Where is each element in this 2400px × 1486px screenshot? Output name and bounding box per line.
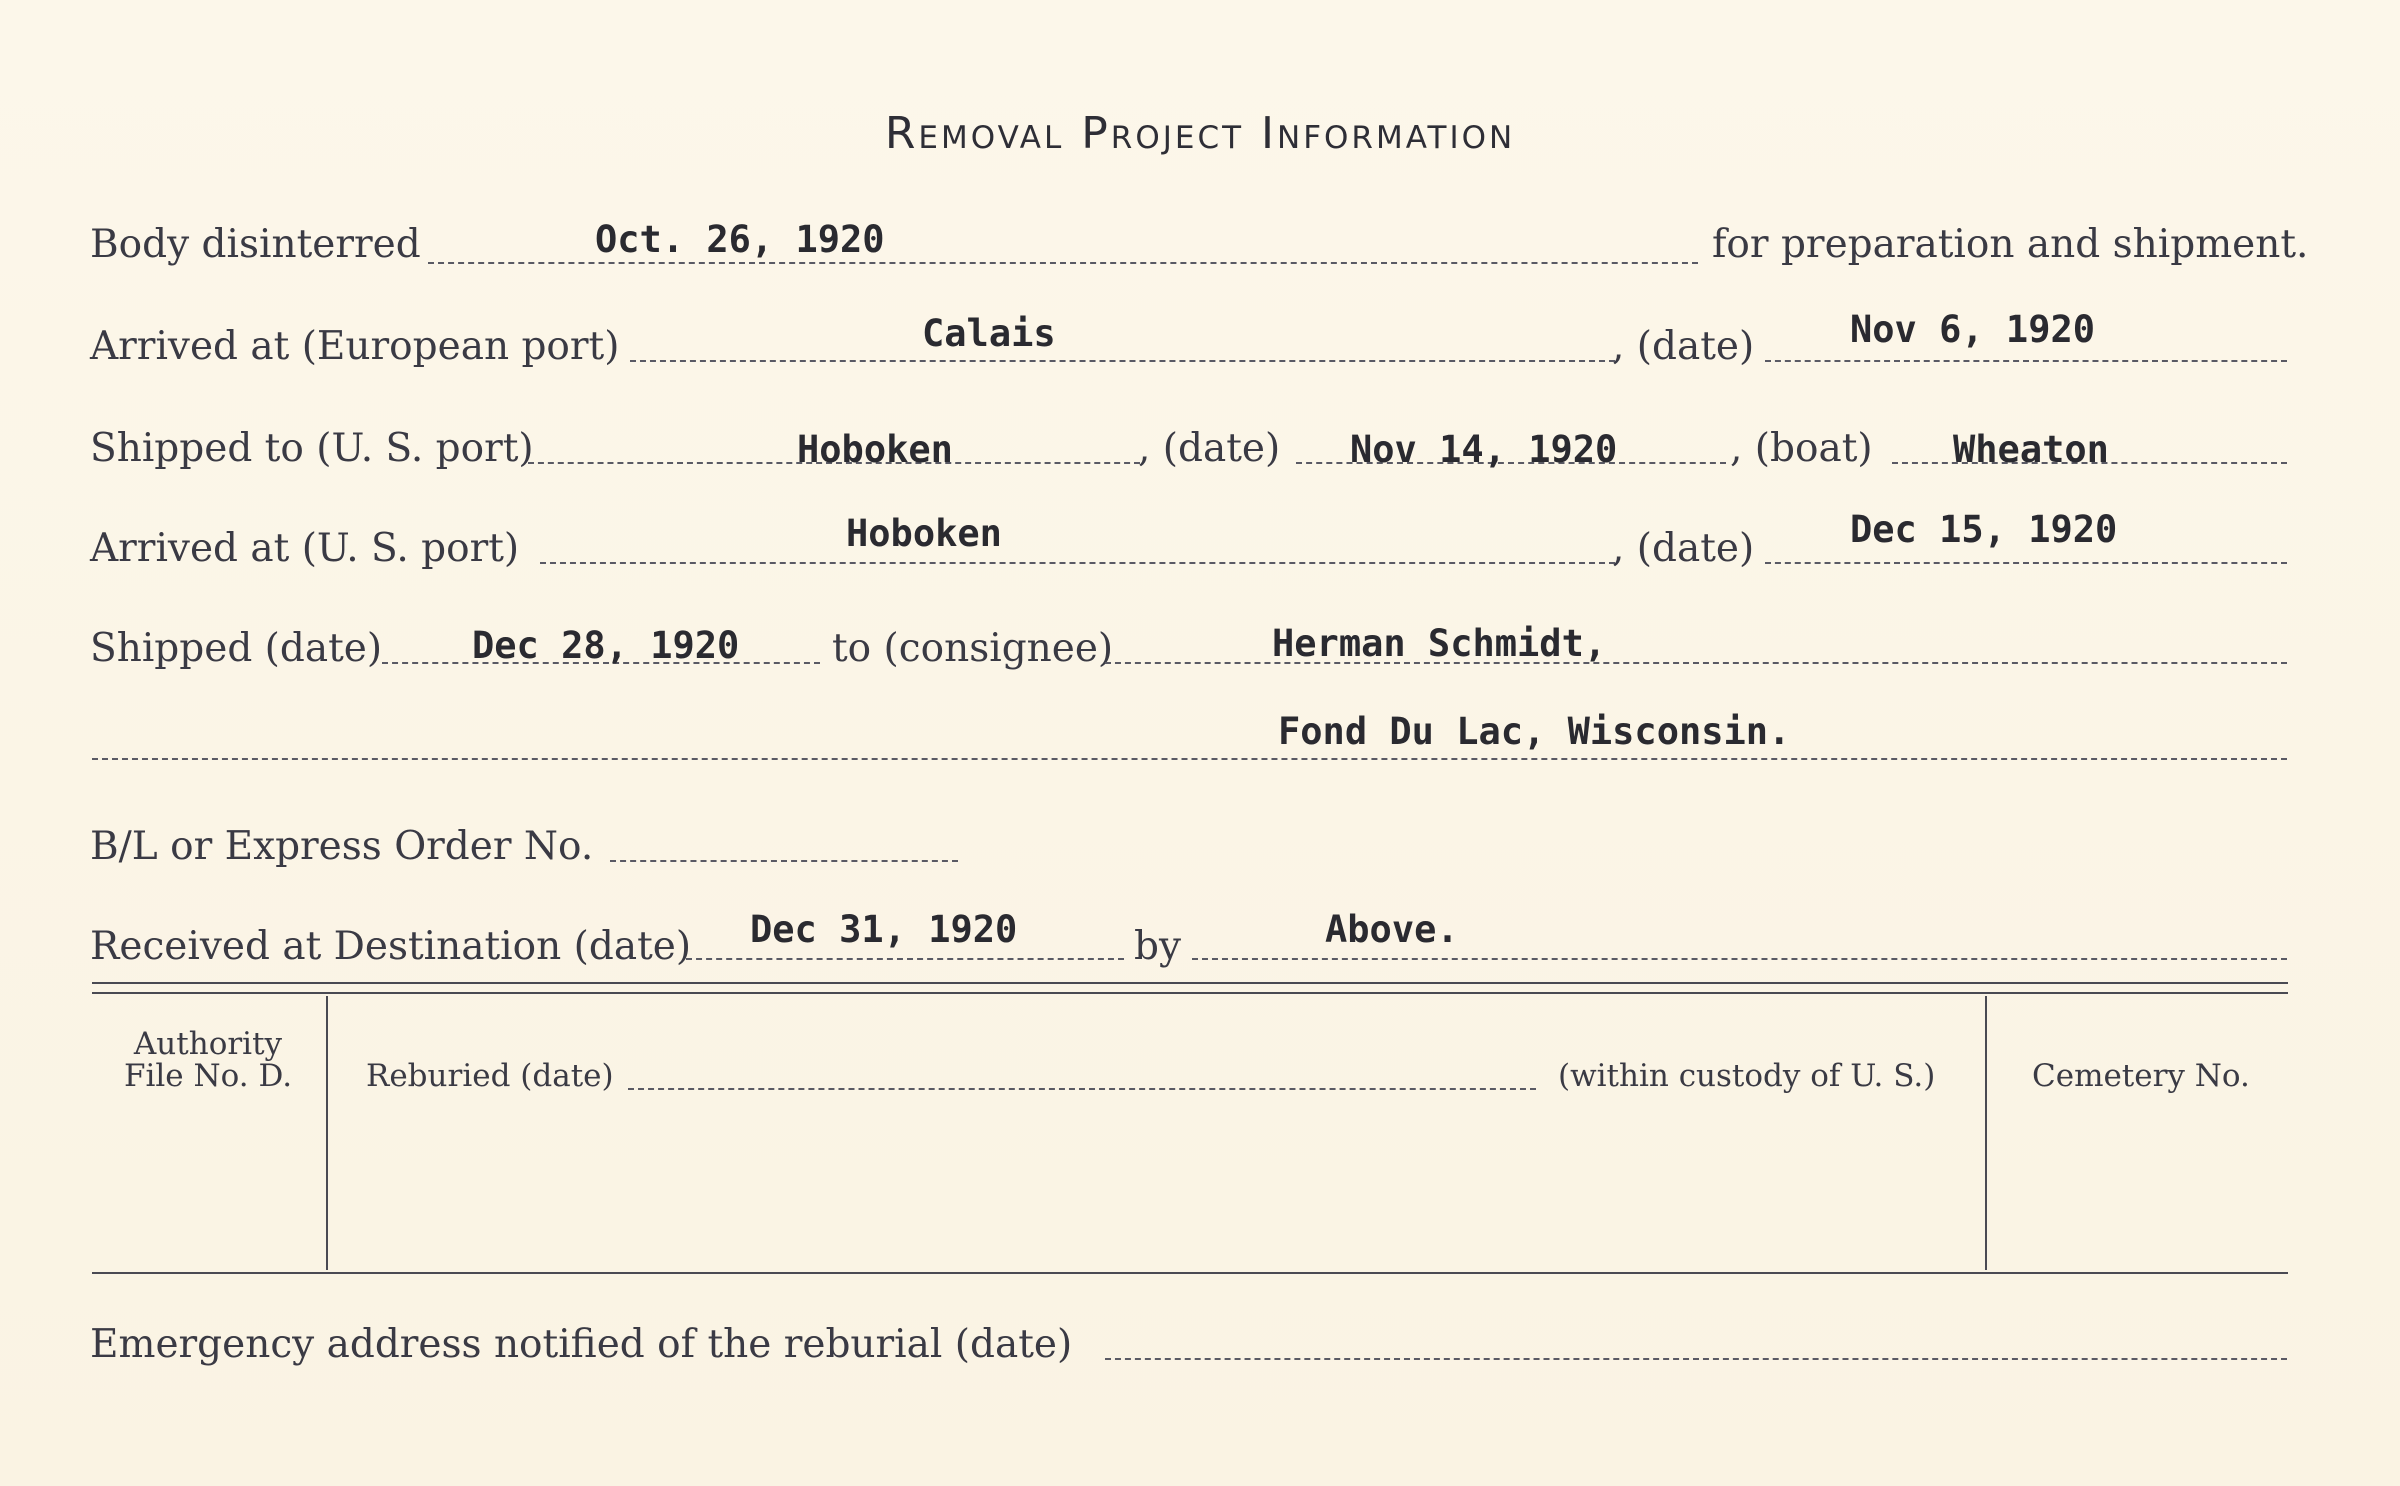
custody-label: (within custody of U. S.) bbox=[1558, 1058, 1936, 1094]
received-date-value: Dec 31, 1920 bbox=[750, 908, 1018, 951]
authority-label-line1: Authority bbox=[133, 1026, 283, 1062]
shipped-us-date-label: , (date) bbox=[1138, 426, 1281, 471]
arrived-european-label: Arrived at (European port) bbox=[90, 324, 620, 369]
shipped-us-boat-label: , (boat) bbox=[1730, 426, 1873, 471]
body-disinterred-label: Body disinterred bbox=[90, 222, 421, 267]
arrived-us-date-label: , (date) bbox=[1612, 526, 1755, 571]
consignee-label: to (consignee) bbox=[832, 626, 1114, 671]
received-label: Received at Destination (date) bbox=[90, 924, 692, 969]
shipped-us-port-value: Hoboken bbox=[797, 428, 953, 471]
received-date-line bbox=[686, 958, 1124, 960]
arrived-us-date-value: Dec 15, 1920 bbox=[1850, 508, 2118, 551]
consignee-address-line bbox=[92, 758, 2287, 760]
arrived-european-port-value: Calais bbox=[922, 312, 1056, 355]
box-left-divider bbox=[326, 996, 328, 1270]
arrived-us-port-line bbox=[540, 562, 1615, 564]
consignee-address-value: Fond Du Lac, Wisconsin. bbox=[1278, 710, 1791, 753]
box-top-rule-2 bbox=[92, 992, 2288, 994]
shipped-us-label: Shipped to (U. S. port) bbox=[90, 426, 534, 471]
shipped-us-boat-value: Wheaton bbox=[1953, 428, 2109, 471]
shipped-date-label: Shipped (date) bbox=[90, 626, 383, 671]
received-by-label: by bbox=[1134, 924, 1181, 969]
box-bottom-rule bbox=[92, 1272, 2288, 1274]
arrived-european-date-value: Nov 6, 1920 bbox=[1850, 308, 2096, 351]
arrived-european-date-line bbox=[1765, 360, 2287, 362]
arrived-us-port-value: Hoboken bbox=[846, 512, 1002, 555]
bl-order-line bbox=[610, 860, 958, 862]
body-disinterred-line bbox=[428, 262, 1698, 264]
page-title: Removal Project Information bbox=[884, 108, 1516, 159]
arrived-us-label: Arrived at (U. S. port) bbox=[90, 526, 520, 571]
arrived-us-date-line bbox=[1765, 562, 2287, 564]
reburied-label: Reburied (date) bbox=[366, 1058, 614, 1094]
emergency-line bbox=[1105, 1358, 2287, 1360]
consignee-value: Herman Schmidt, bbox=[1272, 622, 1607, 665]
shipped-us-date-value: Nov 14, 1920 bbox=[1350, 428, 1618, 471]
arrived-european-date-label: , (date) bbox=[1612, 324, 1755, 369]
body-disinterred-value: Oct. 26, 1920 bbox=[595, 218, 885, 261]
authority-label-line2: File No. D. bbox=[123, 1058, 293, 1094]
body-disinterred-suffix: for preparation and shipment. bbox=[1712, 222, 2309, 267]
received-by-line bbox=[1192, 958, 2287, 960]
reburied-line bbox=[628, 1088, 1536, 1090]
shipped-date-value: Dec 28, 1920 bbox=[472, 624, 740, 667]
box-top-rule-1 bbox=[92, 982, 2288, 984]
arrived-european-port-line bbox=[630, 360, 1615, 362]
box-right-divider bbox=[1985, 996, 1987, 1270]
bl-order-label: B/L or Express Order No. bbox=[90, 824, 594, 869]
emergency-label: Emergency address notified of the reburial (date) bbox=[90, 1322, 1073, 1367]
received-by-value: Above. bbox=[1325, 908, 1459, 951]
cemetery-label: Cemetery No. bbox=[2032, 1058, 2250, 1094]
